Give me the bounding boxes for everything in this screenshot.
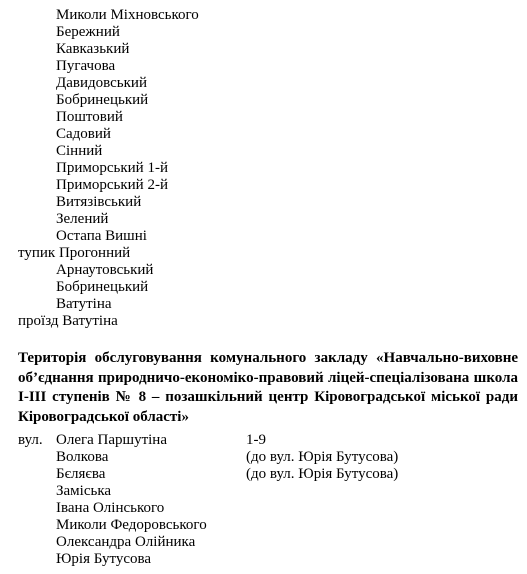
street-item: Бобринецький — [56, 279, 149, 295]
proizd-label: проїзд Ватутіна — [18, 313, 118, 329]
street-item: Бобринецький — [56, 92, 149, 108]
heading-line: Кіровоградської області» — [18, 408, 189, 425]
tupik-label: тупик Прогонний — [18, 245, 131, 261]
street-item: Давидовський — [56, 75, 147, 91]
street-item: Садовий — [56, 126, 111, 142]
street-name: Бєляєва — [56, 466, 106, 482]
heading-line: об’єднання природничо-економіко-правовий ліцей-спеціалізована школа — [18, 369, 518, 386]
street-item: Поштовий — [56, 109, 123, 125]
street-note: (до вул. Юрія Бутусова) — [246, 449, 399, 465]
street-item: Кавказький — [56, 41, 130, 57]
street-name: Заміська — [56, 483, 112, 499]
street-item: Бережний — [56, 24, 120, 40]
street-item: Миколи Міхновського — [56, 7, 199, 23]
street-name: Волкова — [56, 449, 109, 465]
street-note: (до вул. Юрія Бутусова) — [246, 466, 399, 482]
heading-line: Територія обслуговування комунального закладу «Навчально-виховне — [18, 350, 518, 366]
street-name: Миколи Федоровського — [56, 517, 207, 533]
street-item: Приморський 1-й — [56, 160, 168, 176]
street-note: 1-9 — [246, 432, 266, 448]
street-name: Івана Олінського — [56, 500, 165, 516]
street-item: Ватутіна — [56, 296, 112, 312]
street-item: Приморський 2-й — [56, 177, 168, 193]
street-item: Витязівський — [56, 194, 142, 210]
heading-line: І-ІІІ ступенів № 8 – позашкільний центр Кіровоградської міської ради — [18, 389, 518, 405]
street-item: Сінний — [56, 143, 103, 159]
street-item: Арнаутовський — [56, 262, 154, 278]
street-name: Олега Паршутіна — [56, 432, 167, 448]
street-item: Остапа Вишні — [56, 228, 147, 244]
section-heading — [18, 349, 518, 427]
street-item: Зелений — [56, 211, 109, 227]
street-prefix: вул. — [18, 432, 43, 448]
street-name: Олександра Олійника — [56, 534, 196, 550]
street-name: Юрія Бутусова — [56, 551, 152, 567]
street-item: Пугачова — [56, 58, 116, 74]
